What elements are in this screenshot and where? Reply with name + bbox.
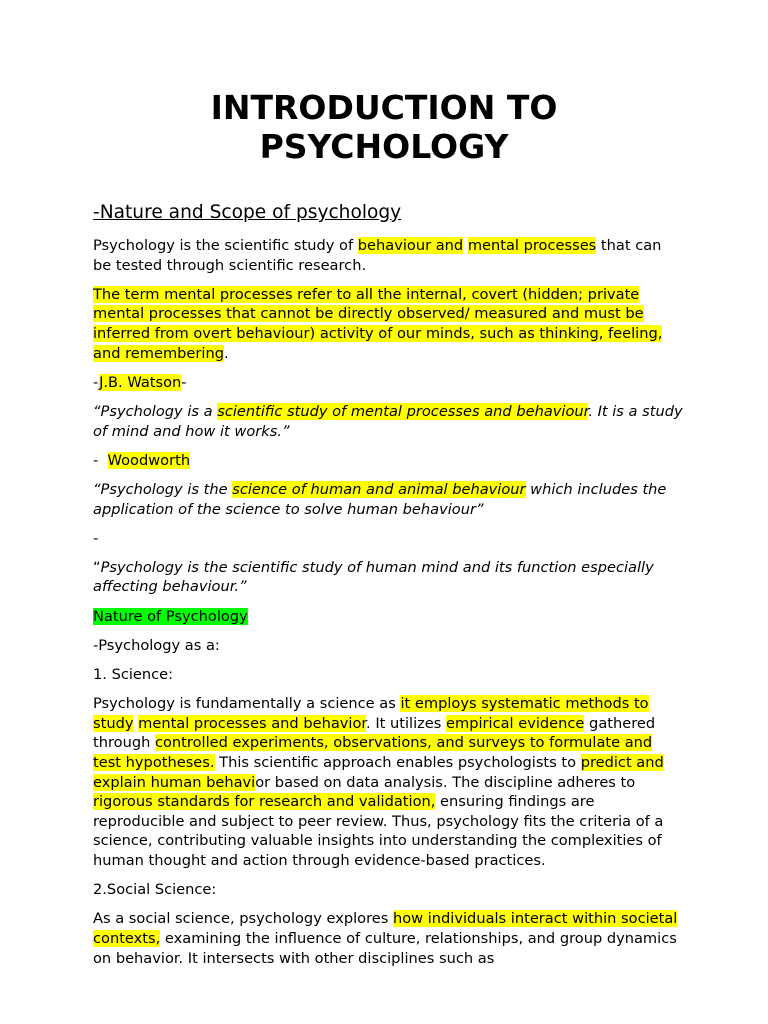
watson-quote: “Psychology is a scientific study of mental processes and behaviour. It is a study of mind and how it works.” <box>93 402 683 440</box>
woodworth-heading: - Woodworth <box>93 451 191 469</box>
social-science-heading: 2.Social Science: <box>93 881 217 899</box>
highlight: scientific study of mental processes and behaviour <box>217 402 589 420</box>
watson-heading: -J.B. Watson- <box>93 373 187 391</box>
highlight: The term mental processes refer to all the internal, covert (hidden; private mental processes that cannot be directly observed/ measured and must be inferred from overt behaviour) activity of our minds, such as thinking, feeling, and remembering <box>93 285 663 362</box>
mental-processes-paragraph: The term mental processes refer to all the internal, covert (hidden; private mental processes that cannot be directly observed/ measured and must be inferred from overt behaviour) activity of our minds, such as thinking, feeling, and remembering. <box>93 285 663 362</box>
page-title <box>0 88 768 166</box>
social-science-paragraph: As a social science, psychology explores how individuals interact within societal contexts, examining the influence of culture, relationships, and group dynamics on behavior. It intersects with other disciplines such as <box>93 910 678 967</box>
highlight: mental processes <box>467 237 597 254</box>
science-paragraph: Psychology is fundamentally a science as it employs systematic methods to study mental processes and behavior. It utilizes empirical evidence gathered through controlled experiments, observations, and surveys to formulate and test hypotheses. This scientific approach enables psychologists to predict and explain human behavior based on data analysis. The discipline adheres to rigorous standards for research and validation, ensuring findings are reproducible and subject to peer review. Thus, psychology fits the criteria of a science, contributing valuable insights into understanding the complexities of human thought and action through evidence-based practices. <box>93 695 664 869</box>
highlight: predict and explain human behavi <box>93 754 664 791</box>
highlight: J.B. Watson <box>99 373 182 391</box>
green-highlight: Nature of Psychology <box>93 607 248 625</box>
highlight: behaviour and <box>357 237 464 254</box>
nature-heading <box>93 607 683 627</box>
title-line-2: PSYCHOLOGY <box>259 127 509 166</box>
highlight: empirical evidence <box>446 714 585 732</box>
document-body <box>93 200 683 978</box>
highlight: rigorous standards for research and validation, <box>93 793 436 811</box>
dash-line: - <box>93 529 99 547</box>
woodworth-quote: “Psychology is the science of human and animal behaviour which includes the application of the science to solve human behaviour” <box>93 480 667 518</box>
section-heading: -Nature and Scope of psychology <box>93 202 402 223</box>
highlight: controlled experiments, observations, and surveys to formulate and test hypotheses. <box>93 734 653 771</box>
highlight: Woodworth <box>107 451 191 469</box>
highlight: mental processes and behavior <box>138 714 367 732</box>
psychology-as-line: -Psychology as a: <box>93 636 220 654</box>
title-line-1: INTRODUCTION TO <box>210 88 558 127</box>
highlight: science of human and animal behaviour <box>232 480 526 498</box>
highlight: contexts, <box>93 929 161 947</box>
highlight: how individuals interact within societal <box>392 910 678 928</box>
science-heading: 1. Science: <box>93 666 174 684</box>
highlight: it employs systematic methods to study <box>93 695 649 732</box>
third-quote: “Psychology is the scientific study of human mind and its function especially affecting behaviour.” <box>93 558 654 596</box>
definition-paragraph: Psychology is the scientific study of behaviour and mental processes that can be tested through scientific research. <box>93 237 662 274</box>
